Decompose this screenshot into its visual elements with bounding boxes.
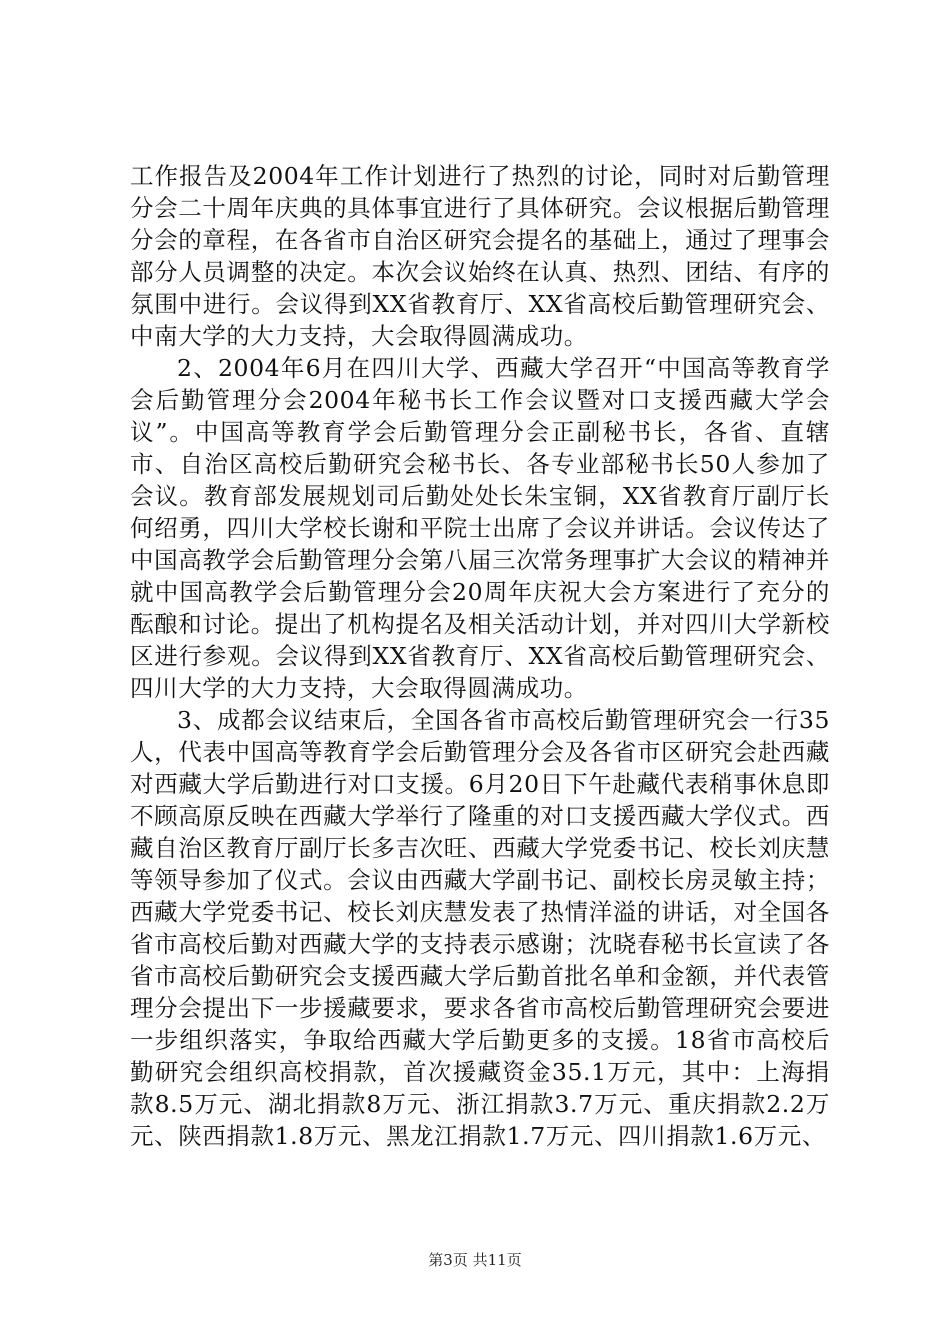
page-number-label: 第3页 共11页	[428, 1251, 522, 1269]
paragraph-1: 工作报告及2004年工作计划进行了热烈的讨论，同时对后勤管理分会二十周年庆典的具体事宜进行了具体研究。会议根据后勤管理分会的章程，在各省市自治区研究会提名的基础上，通过了理事会部分人员调整的决定。本次会议始终在认真、热烈、团结、有序的氛围中进行。会议得到XX省教育厅、XX省高校后勤管理研究会、中南大学的大力支持，大会取得圆满成功。	[130, 162, 830, 350]
paragraph-3: 3、成都会议结束后，全国各省市高校后勤管理研究会一行35人，代表中国高等教育学会后勤管理分会及各省市区研究会赴西藏对西藏大学后勤进行对口支援。6月20日下午赴藏代表稍事休息即不顾高原反映在西藏大学举行了隆重的对口支援西藏大学仪式。西藏自治区教育厅副厅长多吉次旺、西藏大学党委书记、校长刘庆慧等领导参加了仪式。会议由西藏大学副书记、副校长房灵敏主持；西藏大学党委书记、校长刘庆慧发表了热情洋溢的讲话，对全国各省市高校后勤对西藏大学的支持表示感谢；沈晓春秘书长宣读了各省市高校后勤研究会支援西藏大学后勤首批名单和金额，并代表管理分会提出下一步援藏要求，要求各省市高校后勤管理研究会要进一步组织落实，争取给西藏大学后勤更多的支援。18省市高校后勤研究会组织高校捐款，首次援藏资金35.1万元，其中：上海捐款8.5万元、湖北捐款8万元、浙江捐款3.7万元、重庆捐款2.2万元、陕西捐款1.8万元、黑龙江捐款1.7万元、四川捐款1.6万元、	[130, 706, 830, 1150]
page-footer	[0, 1249, 950, 1270]
document-body	[130, 160, 830, 1152]
paragraph-2: 2、2004年6月在四川大学、西藏大学召开“中国高等教育学会后勤管理分会2004年秘书长工作会议暨对口支援西藏大学会议”。中国高等教育学会后勤管理分会正副秘书长，各省、直辖市、自治区高校后勤研究会秘书长、各专业部秘书长50人参加了会议。教育部发展规划司后勤处处长朱宝铜，XX省教育厅副厅长何绍勇，四川大学校长谢和平院士出席了会议并讲话。会议传达了中国高教学会后勤管理分会第八届三次常务理事扩大会议的精神并就中国高教学会后勤管理分会20周年庆祝大会方案进行了充分的酝酿和讨论。提出了机构提名及相关活动计划，并对四川大学新校区进行参观。会议得到XX省教育厅、XX省高校后勤管理研究会、四川大学的大力支持，大会取得圆满成功。	[130, 354, 830, 702]
